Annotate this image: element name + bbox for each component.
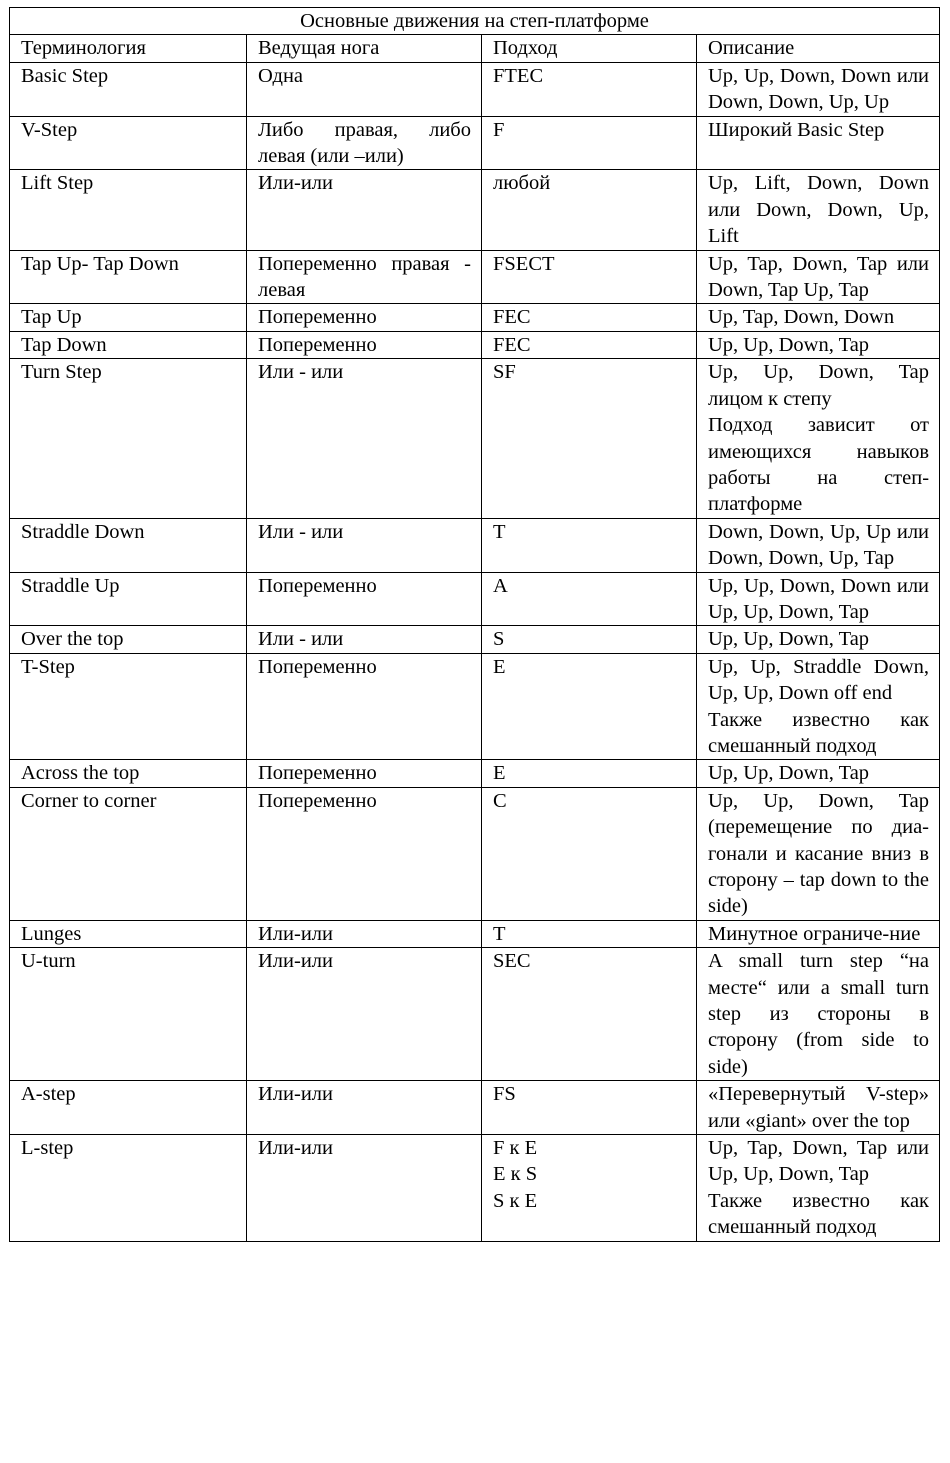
lead-leg-cell: Попеременно правая - левая: [247, 250, 482, 304]
approach-cell: [482, 626, 697, 653]
table-row: [10, 304, 940, 331]
approach-line: SF: [493, 361, 516, 384]
table-body: [10, 62, 940, 1241]
description-cell: [697, 787, 940, 920]
table-row: [10, 572, 940, 626]
approach-cell: [482, 1081, 697, 1135]
approach-line: T: [493, 922, 506, 945]
step-moves-table: [9, 7, 940, 1242]
approach-cell: [482, 518, 697, 572]
lead-leg-cell: Попеременно: [247, 760, 482, 787]
description-cell: [697, 653, 940, 760]
table-title: Основные движения на степ-платформе: [10, 8, 940, 35]
description-cell: [697, 359, 940, 518]
description-paragraph: Up, Tap, Down, Down: [708, 306, 895, 329]
lead-leg-cell: Или - или: [247, 518, 482, 572]
lead-leg-cell: Попеременно: [247, 653, 482, 760]
header-terminology: Терминология: [10, 35, 247, 62]
lead-leg-cell: Попеременно: [247, 304, 482, 331]
approach-line: F к E: [493, 1137, 538, 1160]
approach-line: C: [493, 789, 507, 812]
description-cell: [697, 760, 940, 787]
description-paragraph: Down, Down, Up, Up или Down, Down, Up, Tap: [708, 520, 930, 570]
approach-cell: [482, 948, 697, 1081]
description-cell: [697, 304, 940, 331]
description-cell: [697, 170, 940, 250]
table-row: [10, 518, 940, 572]
approach-line: SEC: [493, 950, 531, 973]
approach-line: FEC: [493, 333, 531, 356]
table-row: [10, 62, 940, 116]
approach-cell: [482, 170, 697, 250]
lead-leg-cell: Либо правая, либо левая (или –или): [247, 116, 482, 170]
description-paragraph: A small turn step “на месте“ или a small turn step из стороны в сторону (from side to side): [708, 950, 930, 1078]
approach-cell: [482, 116, 697, 170]
table-row: [10, 653, 940, 760]
header-description: Описание: [697, 35, 940, 62]
table-row: [10, 359, 940, 518]
approach-cell: [482, 920, 697, 947]
approach-line: E к S: [493, 1163, 538, 1186]
description-cell: [697, 331, 940, 358]
approach-cell: [482, 62, 697, 116]
term-cell: Tap Up: [10, 304, 247, 331]
description-paragraph: Up, Up, Down, Tap (перемещение по диа-гонали и касание вниз в сторону – tap down to the side): [708, 789, 930, 918]
description-paragraph: Подход зависит от имеющихся навыков работы на степ-платформе: [708, 414, 930, 516]
approach-line: FSECT: [493, 252, 555, 275]
approach-cell: [482, 1135, 697, 1242]
term-cell: Basic Step: [10, 62, 247, 116]
title-row: [10, 8, 940, 35]
description-cell: [697, 518, 940, 572]
header-lead-leg: Ведущая нога: [247, 35, 482, 62]
table-row: [10, 626, 940, 653]
term-cell: Tap Up- Tap Down: [10, 250, 247, 304]
lead-leg-cell: Попеременно: [247, 787, 482, 920]
approach-line: E: [493, 762, 506, 785]
term-cell: Over the top: [10, 626, 247, 653]
description-cell: [697, 920, 940, 947]
approach-cell: [482, 250, 697, 304]
approach-line: FEC: [493, 306, 531, 329]
description-cell: [697, 626, 940, 653]
description-paragraph: Также известно как смешанный подход: [708, 1189, 930, 1239]
lead-leg-cell: Попеременно: [247, 331, 482, 358]
term-cell: Corner to corner: [10, 787, 247, 920]
description-paragraph: Широкий Basic Step: [708, 118, 885, 141]
approach-line: S: [493, 628, 505, 651]
description-paragraph: Up, Up, Down, Tap лицом к степу: [708, 361, 930, 410]
approach-line: S к E: [493, 1189, 538, 1212]
approach-cell: [482, 653, 697, 760]
lead-leg-cell: Попеременно: [247, 572, 482, 626]
term-cell: V-Step: [10, 116, 247, 170]
description-paragraph: Up, Up, Down, Tap: [708, 628, 870, 651]
description-paragraph: Up, Tap, Down, Tap или Down, Tap Up, Tap: [708, 252, 930, 302]
description-paragraph: Up, Tap, Down, Tap или Up, Up, Down, Tap: [708, 1137, 930, 1186]
table-row: [10, 1081, 940, 1135]
description-paragraph: Up, Up, Down, Down или Down, Down, Up, Up: [708, 64, 930, 114]
lead-leg-cell: Или - или: [247, 359, 482, 518]
description-paragraph: Up, Up, Down, Down или Up, Up, Down, Tap: [708, 574, 930, 623]
lead-leg-cell: Или-или: [247, 920, 482, 947]
description-paragraph: Up, Up, Straddle Down, Up, Up, Down off end: [708, 655, 930, 705]
lead-leg-cell: Или-или: [247, 1135, 482, 1242]
approach-cell: [482, 787, 697, 920]
term-cell: Straddle Down: [10, 518, 247, 572]
table-row: [10, 760, 940, 787]
description-cell: [697, 250, 940, 304]
term-cell: Lunges: [10, 920, 247, 947]
description-cell: [697, 1135, 940, 1242]
term-cell: Turn Step: [10, 359, 247, 518]
approach-line: T: [493, 520, 506, 543]
lead-leg-cell: Одна: [247, 62, 482, 116]
approach-cell: [482, 359, 697, 518]
description-paragraph: Минутное ограниче-ние: [708, 922, 921, 945]
table-row: [10, 1135, 940, 1242]
approach-cell: [482, 572, 697, 626]
table-row: [10, 116, 940, 170]
description-paragraph: Также известно как смешанный подход: [708, 708, 930, 757]
approach-line: FTEC: [493, 64, 544, 87]
description-paragraph: Up, Lift, Down, Down или Down, Down, Up, Lift: [708, 172, 930, 248]
approach-line: E: [493, 655, 506, 678]
term-cell: A-step: [10, 1081, 247, 1135]
term-cell: U-turn: [10, 948, 247, 1081]
description-paragraph: «Перевернутый V-step» или «giant» over the top: [708, 1083, 930, 1132]
lead-leg-cell: Или-или: [247, 170, 482, 250]
table-row: [10, 250, 940, 304]
description-paragraph: Up, Up, Down, Tap: [708, 762, 870, 785]
approach-line: F: [493, 118, 505, 141]
approach-line: FS: [493, 1083, 516, 1106]
header-approach: Подход: [482, 35, 697, 62]
term-cell: Tap Down: [10, 331, 247, 358]
lead-leg-cell: Или-или: [247, 1081, 482, 1135]
table-row: [10, 331, 940, 358]
lead-leg-cell: Или-или: [247, 948, 482, 1081]
approach-line: A: [493, 574, 508, 597]
term-cell: Straddle Up: [10, 572, 247, 626]
table-row: [10, 920, 940, 947]
description-cell: [697, 62, 940, 116]
term-cell: Lift Step: [10, 170, 247, 250]
approach-cell: [482, 331, 697, 358]
approach-cell: [482, 304, 697, 331]
term-cell: Across the top: [10, 760, 247, 787]
term-cell: T-Step: [10, 653, 247, 760]
description-cell: [697, 1081, 940, 1135]
table-row: [10, 948, 940, 1081]
header-row: [10, 35, 940, 62]
description-cell: [697, 572, 940, 626]
description-cell: [697, 948, 940, 1081]
lead-leg-cell: Или - или: [247, 626, 482, 653]
table-row: [10, 170, 940, 250]
table-row: [10, 787, 940, 920]
description-paragraph: Up, Up, Down, Tap: [708, 333, 870, 356]
approach-cell: [482, 760, 697, 787]
description-cell: [697, 116, 940, 170]
approach-line: любой: [493, 172, 551, 195]
term-cell: L-step: [10, 1135, 247, 1242]
